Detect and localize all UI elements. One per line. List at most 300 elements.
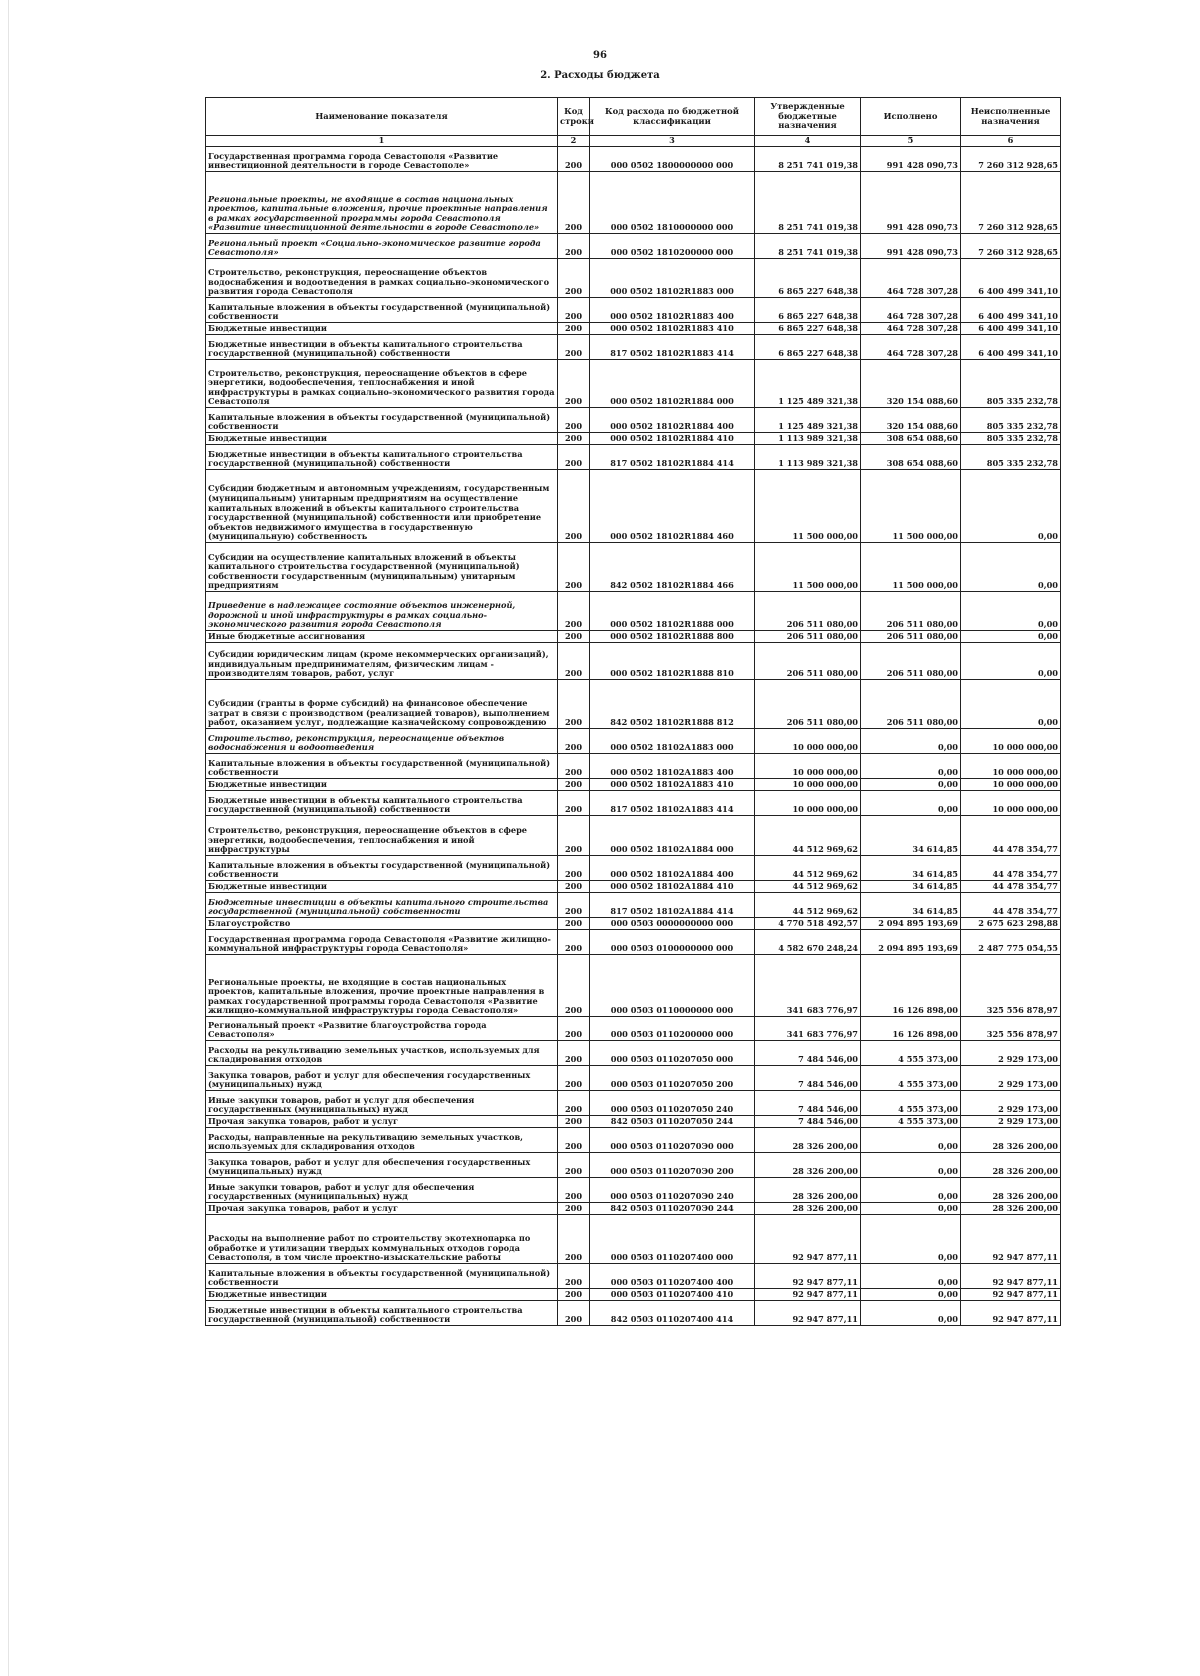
- row-executed-cell: 0,00: [861, 1128, 961, 1153]
- row-approved-cell: 206 511 080,00: [755, 643, 861, 680]
- row-code-cell: 200: [558, 918, 590, 930]
- row-unexecuted-cell: 44 478 354,77: [961, 893, 1061, 918]
- row-kbk-cell: 000 0502 18102A1884 400: [590, 856, 755, 881]
- row-unexecuted-cell: 28 326 200,00: [961, 1128, 1061, 1153]
- row-code-cell: 200: [558, 470, 590, 543]
- row-name-cell: Бюджетные инвестиции: [206, 433, 558, 445]
- row-code-cell: 200: [558, 360, 590, 408]
- row-unexecuted-cell: 805 335 232,78: [961, 445, 1061, 470]
- row-kbk-cell: 000 0502 1810000000 000: [590, 172, 755, 234]
- row-code-cell: 200: [558, 298, 590, 323]
- row-code-cell: 200: [558, 816, 590, 856]
- row-kbk-cell: 000 0502 18102R1888 810: [590, 643, 755, 680]
- table-row: [206, 543, 1061, 592]
- row-executed-cell: 0,00: [861, 791, 961, 816]
- row-kbk-cell: 000 0502 18102R1888 800: [590, 631, 755, 643]
- row-kbk-cell: 000 0502 18102R1883 400: [590, 298, 755, 323]
- row-name-cell: Прочая закупка товаров, работ и услуг: [206, 1203, 558, 1215]
- row-unexecuted-cell: 44 478 354,77: [961, 816, 1061, 856]
- table-row: [206, 1215, 1061, 1264]
- row-code-cell: 200: [558, 445, 590, 470]
- row-code-cell: 200: [558, 1116, 590, 1128]
- row-code-cell: 200: [558, 1264, 590, 1289]
- row-kbk-cell: 000 0502 18102R1884 410: [590, 433, 755, 445]
- row-unexecuted-cell: 805 335 232,78: [961, 408, 1061, 433]
- row-code-cell: 200: [558, 1178, 590, 1203]
- row-code-cell: 200: [558, 1041, 590, 1066]
- table-row: [206, 881, 1061, 893]
- row-name-cell: Бюджетные инвестиции в объекты капитального строительства государственной (муниципальной) собственности: [206, 335, 558, 360]
- row-executed-cell: 4 555 373,00: [861, 1091, 961, 1116]
- row-approved-cell: 44 512 969,62: [755, 881, 861, 893]
- row-executed-cell: 464 728 307,28: [861, 259, 961, 298]
- row-kbk-cell: 817 0502 18102R1883 414: [590, 335, 755, 360]
- table-row: [206, 816, 1061, 856]
- row-executed-cell: 206 511 080,00: [861, 631, 961, 643]
- row-executed-cell: 2 094 895 193,69: [861, 918, 961, 930]
- row-code-cell: 200: [558, 955, 590, 1017]
- table-row: [206, 1116, 1061, 1128]
- row-name-cell: Иные закупки товаров, работ и услуг для обеспечения государственных (муниципальных) нужд: [206, 1178, 558, 1203]
- row-unexecuted-cell: 28 326 200,00: [961, 1203, 1061, 1215]
- row-approved-cell: 8 251 741 019,38: [755, 172, 861, 234]
- row-executed-cell: 16 126 898,00: [861, 955, 961, 1017]
- row-executed-cell: 34 614,85: [861, 881, 961, 893]
- row-approved-cell: 28 326 200,00: [755, 1203, 861, 1215]
- row-unexecuted-cell: 2 929 173,00: [961, 1116, 1061, 1128]
- row-kbk-cell: 000 0503 0110207050 000: [590, 1041, 755, 1066]
- row-name-cell: Капитальные вложения в объекты государственной (муниципальной) собственности: [206, 1264, 558, 1289]
- row-approved-cell: 1 125 489 321,38: [755, 360, 861, 408]
- row-executed-cell: 0,00: [861, 1264, 961, 1289]
- row-approved-cell: 1 113 989 321,38: [755, 445, 861, 470]
- row-executed-cell: 464 728 307,28: [861, 298, 961, 323]
- row-name-cell: Капитальные вложения в объекты государственной (муниципальной) собственности: [206, 298, 558, 323]
- row-approved-cell: 4 582 670 248,24: [755, 930, 861, 955]
- row-code-cell: 200: [558, 1203, 590, 1215]
- row-unexecuted-cell: 2 675 623 298,88: [961, 918, 1061, 930]
- row-kbk-cell: 000 0502 18102A1883 410: [590, 779, 755, 791]
- row-approved-cell: 341 683 776,97: [755, 1017, 861, 1041]
- row-approved-cell: 6 865 227 648,38: [755, 259, 861, 298]
- row-executed-cell: 34 614,85: [861, 893, 961, 918]
- row-kbk-cell: 842 0503 01102070Э0 244: [590, 1203, 755, 1215]
- row-kbk-cell: 000 0502 18102R1883 410: [590, 323, 755, 335]
- row-kbk-cell: 000 0502 18102A1884 410: [590, 881, 755, 893]
- row-kbk-cell: 000 0502 1800000000 000: [590, 147, 755, 172]
- row-executed-cell: 11 500 000,00: [861, 543, 961, 592]
- row-name-cell: Капитальные вложения в объекты государственной (муниципальной) собственности: [206, 856, 558, 881]
- row-code-cell: 200: [558, 856, 590, 881]
- table-row: [206, 893, 1061, 918]
- row-code-cell: 200: [558, 643, 590, 680]
- row-name-cell: Строительство, реконструкция, переоснащение объектов в сфере энергетики, водообеспечения, теплоснабжения и иной инфраструктуры в рамках социально-экономического развития города Севастополя: [206, 360, 558, 408]
- table-row: [206, 360, 1061, 408]
- row-kbk-cell: 842 0503 0110207050 244: [590, 1116, 755, 1128]
- row-kbk-cell: 000 0503 0110207400 400: [590, 1264, 755, 1289]
- header-unexecuted: Неисполненные назначения: [961, 98, 1061, 136]
- row-approved-cell: 11 500 000,00: [755, 470, 861, 543]
- row-unexecuted-cell: 2 487 775 054,55: [961, 930, 1061, 955]
- table-row: [206, 631, 1061, 643]
- row-unexecuted-cell: 6 400 499 341,10: [961, 298, 1061, 323]
- row-approved-cell: 6 865 227 648,38: [755, 335, 861, 360]
- row-name-cell: Прочая закупка товаров, работ и услуг: [206, 1116, 558, 1128]
- row-name-cell: Региональный проект «Социально-экономическое развитие города Севастополя»: [206, 234, 558, 259]
- row-approved-cell: 10 000 000,00: [755, 791, 861, 816]
- row-executed-cell: 0,00: [861, 1301, 961, 1326]
- table-row: [206, 779, 1061, 791]
- row-name-cell: Субсидии (гранты в форме субсидий) на финансовое обеспечение затрат в связи с производством (реализацией товаров), выполнением работ, оказанием услуг, подлежащие казначейскому сопровождению: [206, 680, 558, 729]
- row-kbk-cell: 000 0502 18102R1884 400: [590, 408, 755, 433]
- row-approved-cell: 10 000 000,00: [755, 729, 861, 754]
- row-unexecuted-cell: 28 326 200,00: [961, 1153, 1061, 1178]
- column-number: 2: [558, 136, 590, 147]
- row-unexecuted-cell: 92 947 877,11: [961, 1289, 1061, 1301]
- row-executed-cell: 4 555 373,00: [861, 1066, 961, 1091]
- row-approved-cell: 92 947 877,11: [755, 1215, 861, 1264]
- budget-expenses-table: [205, 97, 1061, 1326]
- row-code-cell: 200: [558, 408, 590, 433]
- table-row: [206, 147, 1061, 172]
- row-unexecuted-cell: 92 947 877,11: [961, 1215, 1061, 1264]
- row-unexecuted-cell: 7 260 312 928,65: [961, 147, 1061, 172]
- row-name-cell: Строительство, реконструкция, переоснащение объектов водоснабжения и водоотведения в рамках социально-экономического развития города Севастополя: [206, 259, 558, 298]
- row-approved-cell: 10 000 000,00: [755, 779, 861, 791]
- row-kbk-cell: 000 0503 0110207050 200: [590, 1066, 755, 1091]
- table-row: [206, 918, 1061, 930]
- row-code-cell: 200: [558, 172, 590, 234]
- row-executed-cell: 0,00: [861, 1153, 961, 1178]
- row-approved-cell: 8 251 741 019,38: [755, 234, 861, 259]
- row-approved-cell: 341 683 776,97: [755, 955, 861, 1017]
- table-row: [206, 1017, 1061, 1041]
- row-approved-cell: 44 512 969,62: [755, 856, 861, 881]
- table-row: [206, 1153, 1061, 1178]
- row-unexecuted-cell: 325 556 878,97: [961, 1017, 1061, 1041]
- row-name-cell: Бюджетные инвестиции в объекты капитального строительства государственной (муниципальной) собственности: [206, 1301, 558, 1326]
- row-executed-cell: 320 154 088,60: [861, 360, 961, 408]
- row-executed-cell: 11 500 000,00: [861, 470, 961, 543]
- row-code-cell: 200: [558, 1215, 590, 1264]
- row-kbk-cell: 000 0503 0110000000 000: [590, 955, 755, 1017]
- row-approved-cell: 1 125 489 321,38: [755, 408, 861, 433]
- row-kbk-cell: 000 0503 0110207400 410: [590, 1289, 755, 1301]
- row-executed-cell: 4 555 373,00: [861, 1041, 961, 1066]
- row-name-cell: Закупка товаров, работ и услуг для обеспечения государственных (муниципальных) нужд: [206, 1153, 558, 1178]
- table-row: [206, 754, 1061, 779]
- row-name-cell: Бюджетные инвестиции: [206, 1289, 558, 1301]
- row-executed-cell: 991 428 090,73: [861, 172, 961, 234]
- row-code-cell: 200: [558, 754, 590, 779]
- row-unexecuted-cell: 0,00: [961, 631, 1061, 643]
- row-approved-cell: 206 511 080,00: [755, 680, 861, 729]
- row-approved-cell: 10 000 000,00: [755, 754, 861, 779]
- row-approved-cell: 7 484 546,00: [755, 1041, 861, 1066]
- row-kbk-cell: 000 0502 18102A1883 000: [590, 729, 755, 754]
- row-kbk-cell: 817 0502 18102A1883 414: [590, 791, 755, 816]
- row-kbk-cell: 842 0502 18102R1888 812: [590, 680, 755, 729]
- row-unexecuted-cell: 0,00: [961, 680, 1061, 729]
- row-kbk-cell: 000 0503 01102070Э0 200: [590, 1153, 755, 1178]
- row-executed-cell: 0,00: [861, 1215, 961, 1264]
- row-unexecuted-cell: 2 929 173,00: [961, 1091, 1061, 1116]
- row-code-cell: 200: [558, 1128, 590, 1153]
- row-name-cell: Бюджетные инвестиции в объекты капитального строительства государственной (муниципальной) собственности: [206, 791, 558, 816]
- table-row: [206, 729, 1061, 754]
- row-executed-cell: 308 654 088,60: [861, 433, 961, 445]
- row-executed-cell: 0,00: [861, 754, 961, 779]
- row-name-cell: Расходы на рекультивацию земельных участков, используемых для складирования отходов: [206, 1041, 558, 1066]
- row-executed-cell: 464 728 307,28: [861, 335, 961, 360]
- table-row: [206, 791, 1061, 816]
- row-approved-cell: 4 770 518 492,57: [755, 918, 861, 930]
- row-approved-cell: 6 865 227 648,38: [755, 298, 861, 323]
- row-approved-cell: 6 865 227 648,38: [755, 323, 861, 335]
- table-row: [206, 1301, 1061, 1326]
- row-name-cell: Приведение в надлежащее состояние объектов инженерной, дорожной и иной инфраструктуры в рамках социально-экономического развития города Севастополя: [206, 592, 558, 631]
- row-kbk-cell: 000 0502 18102R1884 460: [590, 470, 755, 543]
- table-body: [206, 147, 1061, 1326]
- row-unexecuted-cell: 0,00: [961, 643, 1061, 680]
- row-unexecuted-cell: 44 478 354,77: [961, 881, 1061, 893]
- table-row: [206, 1128, 1061, 1153]
- table-row: [206, 433, 1061, 445]
- row-name-cell: Расходы, направленные на рекультивацию земельных участков, используемых для складирования отходов: [206, 1128, 558, 1153]
- row-approved-cell: 92 947 877,11: [755, 1289, 861, 1301]
- table-row: [206, 930, 1061, 955]
- row-executed-cell: 16 126 898,00: [861, 1017, 961, 1041]
- table-header-row: [206, 98, 1061, 136]
- column-number: 6: [961, 136, 1061, 147]
- table-row: [206, 643, 1061, 680]
- row-unexecuted-cell: 805 335 232,78: [961, 360, 1061, 408]
- table-row: [206, 408, 1061, 433]
- row-executed-cell: 0,00: [861, 1203, 961, 1215]
- row-executed-cell: 0,00: [861, 1289, 961, 1301]
- row-approved-cell: 7 484 546,00: [755, 1116, 861, 1128]
- row-unexecuted-cell: 0,00: [961, 543, 1061, 592]
- row-unexecuted-cell: 325 556 878,97: [961, 955, 1061, 1017]
- row-code-cell: 200: [558, 631, 590, 643]
- row-unexecuted-cell: 92 947 877,11: [961, 1264, 1061, 1289]
- row-name-cell: Бюджетные инвестиции: [206, 323, 558, 335]
- table-row: [206, 172, 1061, 234]
- row-code-cell: 200: [558, 881, 590, 893]
- column-number: 3: [590, 136, 755, 147]
- table-row: [206, 470, 1061, 543]
- row-executed-cell: 0,00: [861, 779, 961, 791]
- table-row: [206, 592, 1061, 631]
- row-code-cell: 200: [558, 680, 590, 729]
- row-approved-cell: 206 511 080,00: [755, 631, 861, 643]
- table-row: [206, 680, 1061, 729]
- row-executed-cell: 2 094 895 193,69: [861, 930, 961, 955]
- header-name: Наименование показателя: [206, 98, 558, 136]
- table-row: [206, 298, 1061, 323]
- row-executed-cell: 308 654 088,60: [861, 445, 961, 470]
- row-name-cell: Капитальные вложения в объекты государственной (муниципальной) собственности: [206, 408, 558, 433]
- table-row: [206, 1289, 1061, 1301]
- row-code-cell: 200: [558, 323, 590, 335]
- row-kbk-cell: 000 0502 18102A1884 000: [590, 816, 755, 856]
- row-approved-cell: 28 326 200,00: [755, 1178, 861, 1203]
- table-row: [206, 445, 1061, 470]
- row-name-cell: Закупка товаров, работ и услуг для обеспечения государственных (муниципальных) нужд: [206, 1066, 558, 1091]
- row-code-cell: 200: [558, 791, 590, 816]
- row-unexecuted-cell: 6 400 499 341,10: [961, 323, 1061, 335]
- column-number: 1: [206, 136, 558, 147]
- column-number-row: [206, 136, 1061, 147]
- row-unexecuted-cell: 0,00: [961, 592, 1061, 631]
- row-code-cell: 200: [558, 1091, 590, 1116]
- row-approved-cell: 8 251 741 019,38: [755, 147, 861, 172]
- row-code-cell: 200: [558, 335, 590, 360]
- row-unexecuted-cell: 10 000 000,00: [961, 754, 1061, 779]
- row-code-cell: 200: [558, 930, 590, 955]
- row-name-cell: Бюджетные инвестиции: [206, 881, 558, 893]
- table-row: [206, 323, 1061, 335]
- row-code-cell: 200: [558, 729, 590, 754]
- table-row: [206, 335, 1061, 360]
- row-approved-cell: 7 484 546,00: [755, 1066, 861, 1091]
- row-approved-cell: 28 326 200,00: [755, 1128, 861, 1153]
- row-kbk-cell: 000 0502 1810200000 000: [590, 234, 755, 259]
- row-unexecuted-cell: 6 400 499 341,10: [961, 335, 1061, 360]
- row-unexecuted-cell: 0,00: [961, 470, 1061, 543]
- row-approved-cell: 1 113 989 321,38: [755, 433, 861, 445]
- row-executed-cell: 464 728 307,28: [861, 323, 961, 335]
- row-code-cell: 200: [558, 543, 590, 592]
- row-name-cell: Расходы на выполнение работ по строительству экотехнопарка по обработке и утилизации твердых коммунальных отходов города Севастополя, в том числе проектно-изыскательские работы: [206, 1215, 558, 1264]
- row-name-cell: Субсидии бюджетным и автономным учреждениям, государственным (муниципальным) унитарным предприятиям на осуществление капитальных вложений в объекты капитального строительства государственной (муниципальной) собственности или приобретение объектов недвижимого имущества в государственную (муниципальную) собственность: [206, 470, 558, 543]
- row-approved-cell: 7 484 546,00: [755, 1091, 861, 1116]
- row-kbk-cell: 842 0503 0110207400 414: [590, 1301, 755, 1326]
- row-executed-cell: 320 154 088,60: [861, 408, 961, 433]
- row-name-cell: Субсидии на осуществление капитальных вложений в объекты капитального строительства государственной (муниципальной) собственности государственным (муниципальным) унитарным предприятиям: [206, 543, 558, 592]
- page-number: 96: [593, 50, 607, 61]
- row-code-cell: 200: [558, 433, 590, 445]
- row-unexecuted-cell: 2 929 173,00: [961, 1041, 1061, 1066]
- row-unexecuted-cell: 10 000 000,00: [961, 791, 1061, 816]
- row-name-cell: Капитальные вложения в объекты государственной (муниципальной) собственности: [206, 754, 558, 779]
- row-name-cell: Строительство, реконструкция, переоснащение объектов водоснабжения и водоотведения: [206, 729, 558, 754]
- column-number: 4: [755, 136, 861, 147]
- row-name-cell: Благоустройство: [206, 918, 558, 930]
- table-row: [206, 1041, 1061, 1066]
- row-unexecuted-cell: 7 260 312 928,65: [961, 234, 1061, 259]
- row-executed-cell: 4 555 373,00: [861, 1116, 961, 1128]
- row-name-cell: Бюджетные инвестиции: [206, 779, 558, 791]
- scan-edge-line: [8, 0, 9, 1676]
- row-name-cell: Иные бюджетные ассигнования: [206, 631, 558, 643]
- row-executed-cell: 0,00: [861, 1178, 961, 1203]
- row-kbk-cell: 000 0503 0110207050 240: [590, 1091, 755, 1116]
- row-code-cell: 200: [558, 259, 590, 298]
- row-approved-cell: 28 326 200,00: [755, 1153, 861, 1178]
- row-approved-cell: 92 947 877,11: [755, 1301, 861, 1326]
- row-executed-cell: 34 614,85: [861, 856, 961, 881]
- row-kbk-cell: 000 0503 0110207400 000: [590, 1215, 755, 1264]
- table-row: [206, 1066, 1061, 1091]
- row-kbk-cell: 842 0502 18102R1884 466: [590, 543, 755, 592]
- table-row: [206, 1178, 1061, 1203]
- row-kbk-cell: 000 0503 01102070Э0 000: [590, 1128, 755, 1153]
- row-code-cell: 200: [558, 1017, 590, 1041]
- table-row: [206, 1091, 1061, 1116]
- header-kbk: Код расхода по бюджетной классификации: [590, 98, 755, 136]
- row-unexecuted-cell: 92 947 877,11: [961, 1301, 1061, 1326]
- table-row: [206, 1203, 1061, 1215]
- row-unexecuted-cell: 10 000 000,00: [961, 729, 1061, 754]
- row-approved-cell: 206 511 080,00: [755, 592, 861, 631]
- row-executed-cell: 0,00: [861, 729, 961, 754]
- row-executed-cell: 991 428 090,73: [861, 234, 961, 259]
- row-approved-cell: 44 512 969,62: [755, 816, 861, 856]
- table-row: [206, 955, 1061, 1017]
- row-executed-cell: 991 428 090,73: [861, 147, 961, 172]
- row-kbk-cell: 000 0502 18102R1883 000: [590, 259, 755, 298]
- row-code-cell: 200: [558, 1153, 590, 1178]
- row-name-cell: Государственная программа города Севастополя «Развитие инвестиционной деятельности в городе Севастополе»: [206, 147, 558, 172]
- column-number: 5: [861, 136, 961, 147]
- row-kbk-cell: 000 0503 0100000000 000: [590, 930, 755, 955]
- row-name-cell: Бюджетные инвестиции в объекты капитального строительства государственной (муниципальной) собственности: [206, 445, 558, 470]
- row-kbk-cell: 000 0503 01102070Э0 240: [590, 1178, 755, 1203]
- row-approved-cell: 11 500 000,00: [755, 543, 861, 592]
- row-kbk-cell: 817 0502 18102A1884 414: [590, 893, 755, 918]
- header-code: Код строки: [558, 98, 590, 136]
- row-name-cell: Региональные проекты, не входящие в состав национальных проектов, капитальные вложения, прочие проектные направления в рамках государственной программы города Севастополя «Развитие инвестиционной деятельности в городе Севастополе»: [206, 172, 558, 234]
- row-code-cell: 200: [558, 234, 590, 259]
- row-name-cell: Строительство, реконструкция, переоснащение объектов в сфере энергетики, водообеспечения, теплоснабжения и иной инфраструктуры: [206, 816, 558, 856]
- section-title: 2. Расходы бюджета: [540, 70, 660, 81]
- row-unexecuted-cell: 28 326 200,00: [961, 1178, 1061, 1203]
- row-kbk-cell: 000 0503 0110200000 000: [590, 1017, 755, 1041]
- row-code-cell: 200: [558, 779, 590, 791]
- table-row: [206, 259, 1061, 298]
- row-approved-cell: 92 947 877,11: [755, 1264, 861, 1289]
- row-executed-cell: 34 614,85: [861, 816, 961, 856]
- row-executed-cell: 206 511 080,00: [861, 592, 961, 631]
- row-name-cell: Бюджетные инвестиции в объекты капитального строительства государственной (муниципальной) собственности: [206, 893, 558, 918]
- row-kbk-cell: 000 0502 18102R1884 000: [590, 360, 755, 408]
- table-row: [206, 234, 1061, 259]
- row-code-cell: 200: [558, 1301, 590, 1326]
- row-executed-cell: 206 511 080,00: [861, 680, 961, 729]
- row-name-cell: Региональный проект «Развитие благоустройства города Севастополя»: [206, 1017, 558, 1041]
- header-executed: Исполнено: [861, 98, 961, 136]
- row-code-cell: 200: [558, 893, 590, 918]
- row-kbk-cell: 000 0503 0000000000 000: [590, 918, 755, 930]
- row-name-cell: Иные закупки товаров, работ и услуг для обеспечения государственных (муниципальных) нужд: [206, 1091, 558, 1116]
- row-name-cell: Субсидии юридическим лицам (кроме некоммерческих организаций), индивидуальным предпринимателям, физическим лицам - производителям товаров, работ, услуг: [206, 643, 558, 680]
- row-approved-cell: 44 512 969,62: [755, 893, 861, 918]
- row-name-cell: Региональные проекты, не входящие в состав национальных проектов, капитальные вложения, прочие проектные направления в рамках государственной программы города Севастополя «Развитие жилищно-коммунальной инфраструктуры города Севастополя»: [206, 955, 558, 1017]
- row-executed-cell: 206 511 080,00: [861, 643, 961, 680]
- row-kbk-cell: 000 0502 18102A1883 400: [590, 754, 755, 779]
- row-unexecuted-cell: 2 929 173,00: [961, 1066, 1061, 1091]
- row-kbk-cell: 817 0502 18102R1884 414: [590, 445, 755, 470]
- table-row: [206, 856, 1061, 881]
- row-unexecuted-cell: 805 335 232,78: [961, 433, 1061, 445]
- row-unexecuted-cell: 10 000 000,00: [961, 779, 1061, 791]
- row-code-cell: 200: [558, 1066, 590, 1091]
- row-kbk-cell: 000 0502 18102R1888 000: [590, 592, 755, 631]
- row-unexecuted-cell: 6 400 499 341,10: [961, 259, 1061, 298]
- row-unexecuted-cell: 7 260 312 928,65: [961, 172, 1061, 234]
- table-row: [206, 1264, 1061, 1289]
